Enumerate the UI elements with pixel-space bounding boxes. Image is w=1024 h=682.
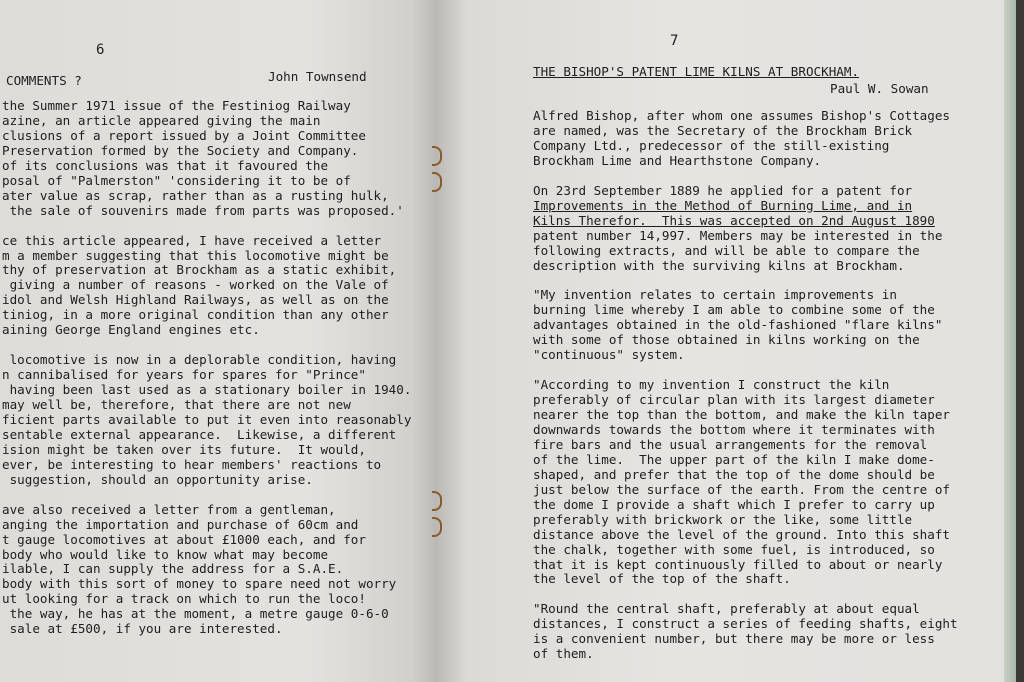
text-line: Alfred Bishop, after whom one assumes Bishop's Cottages [533,108,951,123]
text-line: is a convenient number, but there may be more or less [533,631,935,647]
text-line: the dome I provide a shaft which I prefer to carry up [533,496,935,512]
right-page [438,0,1010,682]
text-line: the chalk, together with some fuel, is introduced, so [533,541,935,557]
text-line: "continuous" system. [533,347,685,363]
text-line: of them. [533,646,594,662]
text-line: body with this sort of money to spare need not worry [2,576,397,592]
text-line: anging the importation and purchase of 60cm and [2,516,359,532]
text-line: "According to my invention I construct the kiln [533,377,890,393]
text-line: On 23rd September 1889 he applied for a patent for [533,182,913,198]
text-line: preferably of circular plan with its largest diameter [533,392,935,408]
text-line: Kilns Therefor. This was accepted on 2nd August 1890 [533,212,935,228]
article-heading: THE BISHOP'S PATENT LIME KILNS AT BROCKHAM. [533,64,860,79]
text-line: that it is kept continuously filled to about or nearly [533,556,943,572]
text-line: m a member suggesting that this locomotive might be [2,247,389,263]
text-line: may well be, therefore, that there are not new [2,397,351,412]
author-name: Paul W. Sowan [830,81,929,96]
text-line: distances, I construct a series of feeding shafts, eight [533,616,958,632]
text-line: shaped, and prefer that the top of the dome should be [533,466,935,482]
text-line: of the lime. The upper part of the kiln I make dome- [533,451,935,467]
author-name: John Townsend [268,69,367,84]
text-line: distance above the level of the ground. Into this shaft [533,526,951,542]
text-line: Brockham Lime and Hearthstone Company. [533,152,822,168]
page-number: 7 [670,33,679,49]
text-line: fire bars and the usual arrangements for the removal [533,436,928,452]
text-line: just below the surface of the earth. From the centre of [533,481,951,497]
text-line: following extracts, and will be able to compare the [533,242,920,258]
text-line: sentable external appearance. Likewise, a different [2,426,397,442]
text-line: ilable, I can supply the address for a S.A.E. [2,561,344,577]
text-line: nearer the top than the bottom, and make the kiln taper [533,407,951,422]
text-line: t gauge locomotives at about £1000 each, and for [2,531,366,547]
text-line: suggestion, should an opportunity arise. [2,471,313,487]
text-line: "My invention relates to certain improvements in [533,287,897,303]
text-line: tiniog, in a more original condition than any other [2,307,389,323]
text-line: idol and Welsh Highland Railways, as well as on the [2,292,389,308]
text-line: the level of the top of the shaft. [533,571,791,587]
text-line: Company Ltd., predecessor of the still-existing [533,137,890,153]
text-line: sale at £500, if you are interested. [2,621,283,637]
text-line: ever, be interesting to hear members' reactions to [2,456,382,472]
booklet-cover-edge [1004,0,1016,682]
text-line: thy of preservation at Brockham as a static exhibit, [2,262,397,278]
text-line: burning lime whereby I am able to combine some of the [533,302,935,318]
text-line: are named, was the Secretary of the Brockham Brick [533,122,913,138]
text-line: the way, he has at the moment, a metre gauge 0-6-0 [2,606,389,622]
text-line: posal of "Palmerston" 'considering it to be of [2,172,351,188]
text-line: of its conclusions was that it favoured the [2,157,329,173]
background-edge [1016,0,1024,682]
text-line: giving a number of reasons - worked on the Vale of [2,277,389,293]
text-line: description with the surviving kilns at Brockham. [533,257,905,273]
text-line: aining George England engines etc. [2,322,260,338]
text-line: ut looking for a track on which to run the loco! [2,591,366,607]
text-line: ave also received a letter from a gentleman, [2,501,336,517]
text-line: clusions of a report issued by a Joint Committee [2,127,366,143]
text-line: advantages obtained in the old-fashioned "flare kilns" [533,317,943,333]
text-line: patent number 14,997. Members may be interested in the [533,227,943,243]
text-line: the Summer 1971 issue of the Festiniog Railway [2,98,351,113]
text-line: with some of those obtained in kilns working on the [533,332,920,348]
page-number: 6 [96,42,105,58]
text-line: the sale of souvenirs made from parts was proposed.' [2,202,404,218]
text-line: ision might be taken over its future. It would, [2,441,366,457]
text-line: ficient parts available to put it even into reasonably [2,411,412,427]
text-line: preferably with brickwork or the like, some little [533,511,913,527]
text-line: azine, an article appeared giving the main [2,112,321,128]
text-line: having been last used as a stationary boiler in 1940. [2,382,412,398]
left-page [0,0,438,682]
text-line: "Round the central shaft, preferably at about equal [533,601,920,617]
text-line: ater value as scrap, rather than as a rusting hulk, [2,187,389,203]
text-line: downwards towards the bottom where it terminates with [533,421,935,437]
text-line: Improvements in the Method of Burning Lime, and in [533,197,913,213]
text-line: n cannibalised for years for spares for "Prince" [2,367,366,383]
article-heading: COMMENTS ? [6,73,82,88]
text-line: Preservation formed by the Society and Company. [2,142,359,158]
text-line: body who would like to know what may become [2,546,329,562]
text-line: locomotive is now in a deplorable condition, having [2,352,397,368]
text-line: ce this article appeared, I have received a letter [2,232,382,248]
